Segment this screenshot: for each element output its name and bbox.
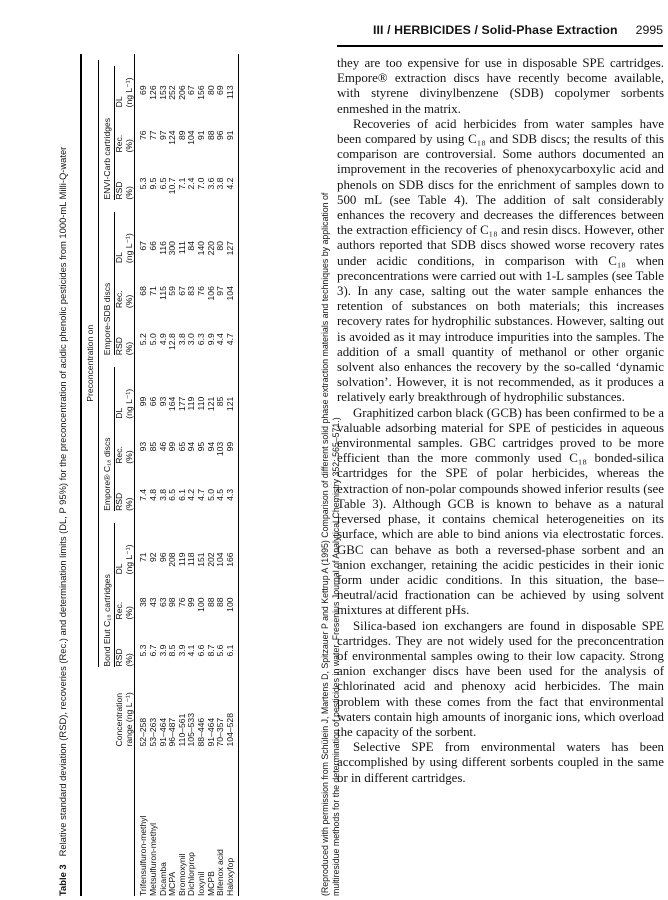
value: 4.7 [195,488,206,501]
value: 7.1 [176,177,187,190]
metric-header [115,355,135,419]
metric-header [115,574,135,619]
value-cell [178,619,188,666]
value: 5.0 [147,333,158,346]
sorbent-group-header [99,54,116,200]
compound-cell: Dichlorprop [186,852,197,896]
value-cell [135,574,149,619]
sorbent-group-header [99,200,116,356]
metric-header-line: (ng L⁻¹) [123,544,134,575]
metric-header-line: DL [114,407,125,419]
value-cell [216,308,226,355]
value-cell [135,263,149,308]
table-row [226,54,239,896]
value-cell [178,308,188,355]
table-caption-label: Table 3 [57,864,68,896]
sorbent-group-label: Empore-SDB discs [99,212,116,356]
metric-header [115,619,135,666]
compound-cell: Metsulfuron-methyl [147,822,158,896]
metric-header [115,511,135,575]
metric-header-line: Rec. [114,601,125,620]
value-cell [197,308,207,355]
value: 99 [186,597,197,608]
value-cell [168,308,178,355]
compound-cell: Haloxyfop [226,746,239,896]
value-cell [216,464,226,511]
value: 71 [138,552,149,562]
value: 80 [215,241,226,251]
value: 104 [186,130,197,145]
range-cell: 104–528 [226,667,239,747]
value: 96 [157,552,168,562]
range-cell: 91–464 [157,717,168,747]
value: 118 [186,552,197,567]
value-cell [226,263,239,308]
value: 97 [215,286,226,296]
value-cell [178,200,188,264]
value: 4.2 [186,488,197,501]
compound-cell: Trifensulfuron-methyl [135,746,149,896]
value-cell [226,308,239,355]
value: 5.6 [215,644,226,657]
value-cell [168,152,178,199]
running-head-title: III / HERBICIDES / Solid-Phase Extraction [373,23,618,37]
value-cell [226,619,239,666]
sorbent-group-label: ENVI-Carb cartridges [99,66,116,200]
value: 93 [157,396,168,407]
value: 46 [157,441,168,452]
value: 206 [176,85,187,100]
range-cell: 91–464 [205,717,216,747]
value-cell [207,200,217,264]
value: 66 [147,241,158,251]
compound-cell: Bifenox acid [215,849,226,896]
value: 121 [205,396,216,412]
value: 67 [176,286,187,296]
value-cell [226,355,239,419]
sorbent-group-header [99,511,116,667]
metric-header-line: (%) [123,139,134,153]
value-cell [207,308,217,355]
value: 104 [224,286,235,301]
value: 94 [205,441,216,452]
value: 98 [167,597,178,608]
value-cell [178,464,188,511]
compound-cell: MCPA [167,871,178,896]
value: 68 [138,286,149,296]
value: 12.8 [167,333,178,350]
value-cell [168,619,178,666]
metric-header-line: (%) [123,341,134,356]
table-caption-text: Relative standard deviation (RSD), recoveries (Rec.) and determination limits (DL, P 95%) for the preconcentration of acidic phenolic pesticides from 1000-mL Milli-Q-water [57,146,68,857]
value: 76 [138,130,149,141]
metric-header-line: RSD [114,337,125,356]
value: 126 [147,85,158,100]
preconcentration-span-header [86,54,99,667]
table-caption [57,54,68,896]
value: 6.7 [147,644,158,657]
value-cell [135,200,149,264]
value-cell [168,464,178,511]
value: 76 [176,597,187,608]
value: 100 [195,597,206,612]
value: 63 [157,597,168,608]
value-cell [226,419,239,464]
value: 119 [176,552,187,567]
value-cell [197,464,207,511]
concentration-header-line: range (ng L⁻¹) [123,692,134,747]
value-cell [207,152,217,199]
metric-header-line: (ng L⁻¹) [123,388,134,419]
metric-header [115,419,135,464]
paragraph: Silica-based ion exchangers are found in disposable SPE cartridges. They are not widely used for the preconcentration of environmental samples owing to their low capacity. Strong anion exchanger discs have been used for the analysis of chlorinated acid and phenoxy acid herbicides. The main problem with these comes from the fact that environmental waters contain high amounts of inorganic ions, which overload the capacity of the sorbent. [337,618,664,739]
paragraph: Selective SPE from environmental waters has been accomplished by using different sorbents coupled in the same or in different cartridges. [337,740,664,785]
metric-header-line: DL [114,563,125,575]
range-cell: 70–357 [215,717,226,747]
value: 116 [157,241,168,255]
value: 89 [176,130,187,141]
compound-cell: Dicamba [157,862,168,896]
value: 69 [215,85,226,95]
metric-header [115,107,135,152]
value: 10.7 [167,177,178,195]
value: 93 [138,441,149,452]
value-cell [135,419,149,464]
value: 106 [205,286,216,301]
metric-header [115,152,135,199]
value-cell [197,619,207,666]
value: 3.8 [176,333,187,346]
value: 84 [186,241,197,251]
value: 59 [167,286,178,296]
value-cell [207,464,217,511]
sorbent-group-label: Bond Elut C₁₈ cartridges [99,523,116,667]
value-cell [226,574,239,619]
value: 8.5 [167,644,178,657]
value: 166 [224,552,235,567]
value-cell [178,54,188,107]
value: 99 [167,441,178,452]
value: 4.2 [224,177,235,190]
value: 5.0 [205,488,216,501]
value: 6.5 [157,177,168,190]
value: 95 [195,441,206,452]
value: 6.1 [224,644,235,657]
value: 3.0 [186,333,197,346]
table-header-row [86,54,99,896]
value: 104 [215,552,226,567]
metric-header-line: (%) [123,294,134,309]
value: 6.3 [195,333,206,346]
value: 2.4 [186,177,197,190]
value: 110 [195,396,206,411]
compound-cell: MCPB [205,871,216,896]
value: 94 [186,441,197,452]
value-cell [226,54,239,107]
value: 66 [147,396,158,407]
value-cell [216,54,226,107]
sorbent-group-header [99,355,116,511]
value: 100 [224,597,235,612]
value: 9.9 [205,333,216,346]
value-cell [149,355,159,419]
value: 83 [186,286,197,296]
value: 177 [176,396,187,412]
header-rule [337,45,663,47]
value: 220 [205,241,216,256]
value-cell [197,152,207,199]
value: 4.4 [215,333,226,346]
preconcentration-span-label: Preconcentration on [86,60,99,667]
value: 5.2 [138,333,149,346]
value: 5.3 [138,177,149,190]
value-cell [226,152,239,199]
paragraph: Recoveries of acid herbicides from water samples have been compared by using C₁₈ and SDB discs; the results of this comparison are controversial. Some authors documented an improvement in the recoveries of phenoxycarboxylic acid and phenols on SDB discs for the enrichment of samples down to 500 mL (see Table 4). The addition of salt considerably enhances the recovery and decreases the differences between the extraction efficiency of C₁₈ and resin discs. However, other authors reported that SDB discs showed worse recovery rates under acidic conditions, in comparison with C₁₈ when preconcentrations were carried out with 1-L samples (see Table 3). In any case, salting out the water sample enhances the retention of substances on both materials; this increases recovery rates for hydrophilic substances. However, salting out is avoided as it may introduce impurities into the samples. The addition of a small quantity of methanol or other organic solvent also enhances the recovery by the so-called ‘dynamic solvation’. However, it is not recommended, as it produces a relatively early breakthrough of hydrophilic substances. [337,116,664,405]
metric-header-line: DL [114,96,125,108]
value-cell [187,308,197,355]
table-row [135,54,149,896]
value: 140 [195,241,206,256]
value-cell [135,107,149,152]
value-cell [159,464,169,511]
value-cell [135,619,149,666]
metric-header-line: DL [114,252,125,264]
metric-header-line: (%) [123,497,134,511]
value-cell [149,619,159,666]
value-cell [135,464,149,511]
range-cell: 105–533 [186,713,197,747]
range-cell: 88–446 [195,717,206,747]
value: 96 [215,130,226,141]
value: 3.8 [215,177,226,190]
metric-header [115,308,135,355]
value: 99 [138,396,149,407]
compound-cell: Ioxynil [195,871,206,896]
value: 153 [157,85,168,100]
value: 103 [215,441,226,457]
range-cell: 52–258 [135,667,149,747]
compound-cell: Bromoxynil [176,853,187,896]
metric-header-line: (ng L⁻¹) [123,233,134,264]
value: 38 [138,597,149,608]
value-cell [207,355,217,419]
value: 65 [176,441,187,452]
range-cell: 96–487 [167,717,178,747]
value: 208 [167,552,178,567]
value: 156 [195,85,206,100]
value-cell [135,152,149,199]
table-footnote-line: multiresidue methods for the determination of pesticides in water. Fresenius Journal of Analytical Chemistry 352: 565–571.) [331,417,341,896]
value-cell [187,619,197,666]
metric-header-line: (%) [123,450,134,464]
value: 4.9 [157,333,168,346]
metric-header-line: Rec. [114,290,125,309]
value: 3.9 [176,644,187,657]
data-table [86,54,239,896]
value-cell [207,54,217,107]
value-cell [226,464,239,511]
value: 69 [138,85,149,95]
metric-header [115,200,135,264]
value: 43 [147,597,158,608]
metric-header-line: Rec. [114,134,125,153]
table-top-rule [80,54,82,896]
value: 113 [224,85,235,100]
value: 91 [224,130,235,141]
value-cell [216,152,226,199]
value: 3.9 [157,644,168,657]
value: 77 [147,130,158,141]
value-cell [226,511,239,575]
value: 121 [224,396,235,412]
value: 5.3 [138,644,149,657]
value: 164 [167,396,178,412]
value: 300 [167,241,178,256]
metric-header [115,464,135,511]
metric-header [115,54,135,107]
metric-header-line: RSD [114,181,125,200]
value-cell [226,107,239,152]
value-cell [187,152,197,199]
rotated-table-area [57,54,343,896]
value: 151 [195,552,206,567]
running-head [337,23,663,37]
value: 99 [224,441,235,452]
value: 85 [147,441,158,452]
value: 111 [176,241,187,255]
value: 4.3 [224,488,235,501]
metric-header-line: RSD [114,648,125,667]
value: 76 [195,286,206,296]
concentration-range-header [86,667,135,747]
value: 67 [138,241,149,251]
value-cell [135,511,149,575]
article-column [337,56,664,786]
value: 88 [215,597,226,608]
value-cell [135,308,149,355]
value: 124 [167,130,178,145]
metric-header-line: (%) [123,606,134,620]
table-footnote-line: (Reproduced with permission from Schülein J, Martens D, Spitzauer P and Kettrup A (1995) Comparison of different solid phase extraction materials and techniques by application of [320,192,330,896]
value: 71 [147,286,158,296]
value: 8.7 [205,644,216,657]
value: 88 [205,130,216,141]
range-cell: 53–263 [147,717,158,747]
value: 3.6 [205,177,216,190]
value: 127 [224,241,235,256]
compound-column-header [86,746,135,896]
sorbent-group-label: Empore® C₁₈ discs [99,367,116,511]
paragraph: they are too expensive for use in disposable SPE cartridges. Empore® extraction discs have recently become available, with styrene divinylbenzene (SDB) copolymer sorbents enmeshed in the matrix. [337,56,664,116]
metric-header-line: RSD [114,492,125,511]
value: 4.7 [224,333,235,346]
value-cell [149,308,159,355]
value-cell [207,619,217,666]
metric-header-line: (%) [123,186,134,200]
metric-header-line: Rec. [114,446,125,464]
paragraph: Graphitized carbon black (GCB) has been confirmed to be a valuable adsorbing material for SPE of pesticides in aqueous environmental samples. GBC cartridges proved to be more efficient than the more commonly used C₁₈ bonded-silica cartridges for the SPE of polar herbicides, whereas the extraction of non-polar compounds showed inferior results (see Table 3). Although GCB is known to behave as a natural reversed phase, it contains chemical heterogeneities on its surface, which are able to bind anions via electrostatic forces. GBC can behave as both a reversed-phase sorbent and an anion exchanger, retaining the acidic pesticides in their ionic form under acidic conditions. In this situation, the base–neutral/acid fractionation can be achieved by using solvent mixtures at different pHs. [337,405,664,618]
value-cell [149,511,159,575]
value: 9.5 [147,177,158,190]
page-number: 2995 [635,23,663,37]
value-cell [197,54,207,107]
metric-header [115,263,135,308]
value: 6.6 [195,644,206,657]
value: 92 [147,552,158,562]
metric-header-line: (ng L⁻¹) [123,77,134,108]
value-cell [149,152,159,199]
value: 80 [205,85,216,95]
value: 3.8 [157,488,168,501]
value: 4.8 [147,488,158,501]
value: 88 [205,597,216,608]
value: 85 [215,396,226,407]
value: 115 [157,286,168,300]
value: 4.5 [215,488,226,501]
range-cell: 110–561 [176,713,187,747]
value: 6.1 [176,488,187,501]
value: 202 [205,552,216,567]
value: 97 [157,130,168,141]
value: 6.5 [167,488,178,501]
metric-header-line: (%) [123,653,134,667]
value-cell [135,355,149,419]
value: 91 [195,130,206,141]
value: 252 [167,85,178,100]
value-cell [187,464,197,511]
value: 119 [186,396,197,411]
value: 7.0 [195,177,206,190]
value: 4.1 [186,644,197,657]
value: 7.4 [138,488,149,501]
value-cell [216,619,226,666]
value-cell [159,619,169,666]
value-cell [178,152,188,199]
value-cell [135,54,149,107]
value-cell [149,464,159,511]
value: 67 [186,85,197,95]
value-cell [226,200,239,264]
concentration-header-line: Concentration [114,692,125,747]
table-landscape [57,54,343,896]
